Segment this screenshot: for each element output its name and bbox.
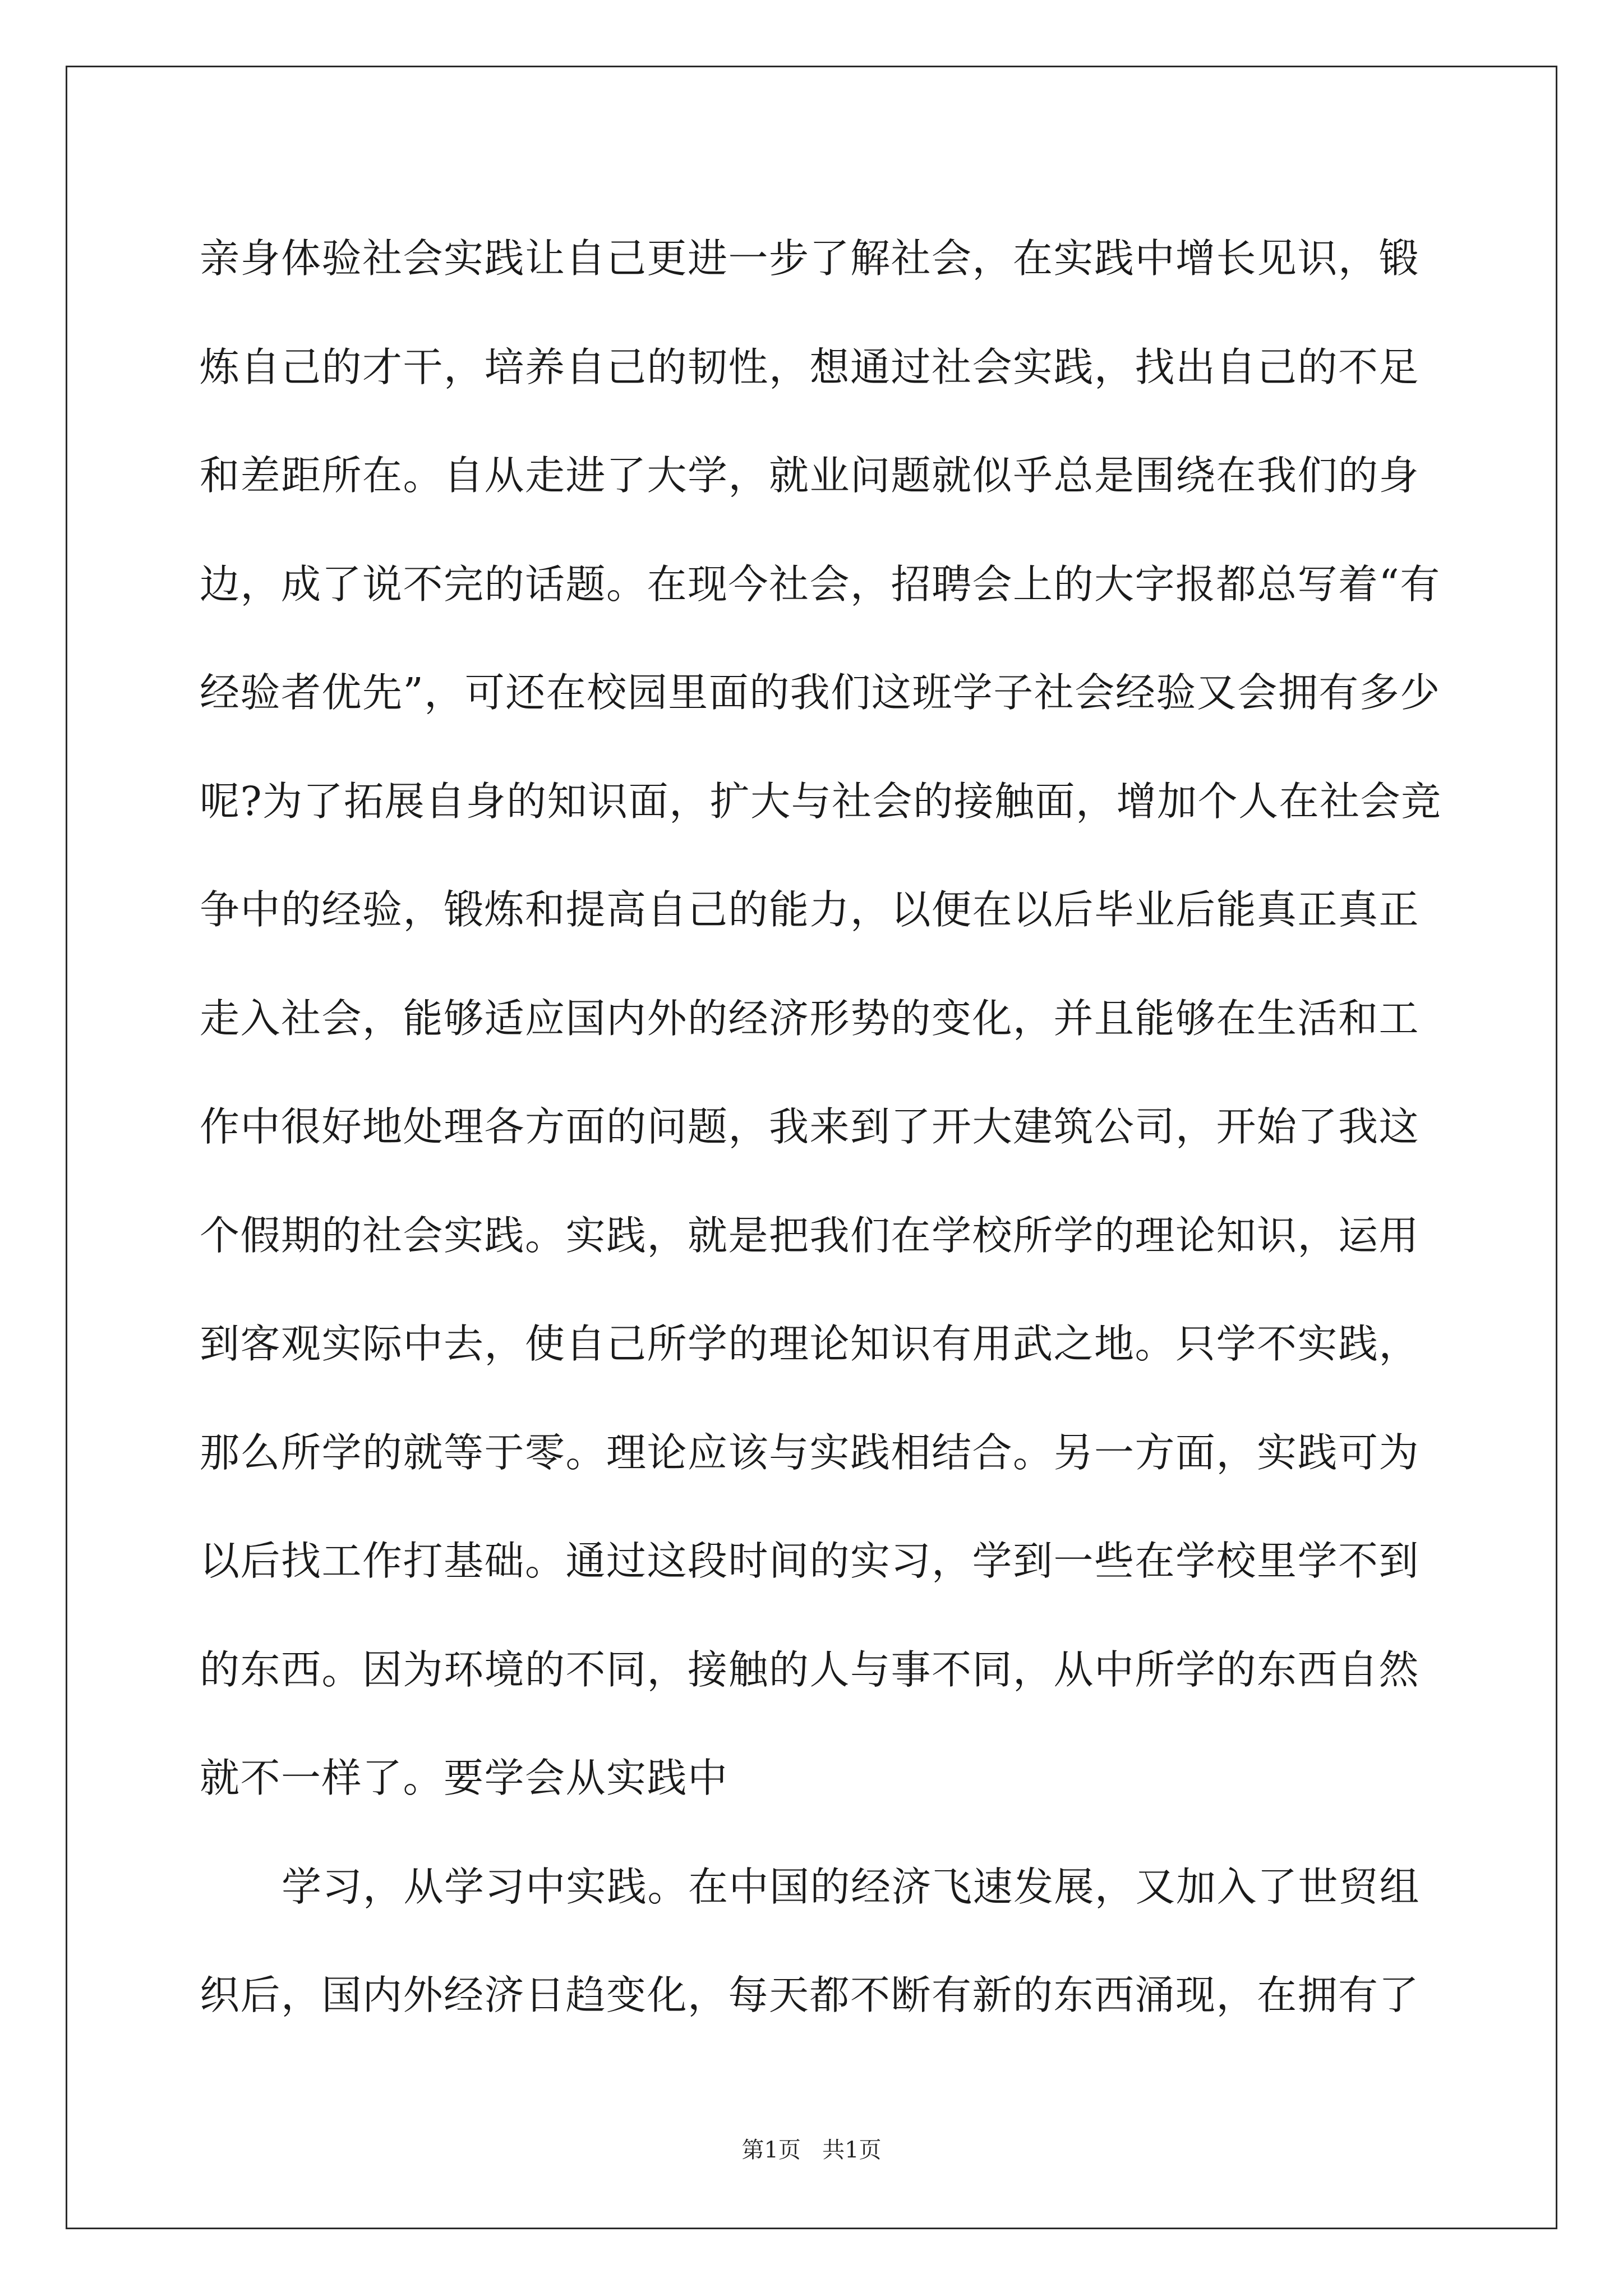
text-line: 和差距所在。自从走进了大学，就业问题就似乎总是围绕在我们的身 <box>200 452 1420 499</box>
text-line: 争中的经验，锻炼和提高自己的能力，以便在以后毕业后能真正真正 <box>200 886 1420 933</box>
page-total-label: 共1页 <box>822 2137 882 2163</box>
text-line: 那么所学的就等于零。理论应该与实践相结合。另一方面，实践可为 <box>200 1429 1420 1476</box>
page-number-label: 第1页 <box>741 2137 801 2163</box>
text-line: 走入社会，能够适应国内外的经济形势的变化，并且能够在生活和工 <box>200 995 1420 1042</box>
text-line: 以后找工作打基础。通过这段时间的实习，学到一些在学校里学不到 <box>200 1538 1420 1584</box>
text-line: 边，成了说不完的话题。在现今社会，招聘会上的大字报都总写着“有 <box>200 560 1441 608</box>
text-line: 亲身体验社会实践让自己更进一步了解社会，在实践中增长见识，锻 <box>200 235 1420 282</box>
text-line: 呢?为了拓展自身的知识面，扩大与社会的接触面，增加个人在社会竞 <box>200 777 1442 825</box>
text-line: 到客观实际中去，使自己所学的理论知识有用武之地。只学不实践， <box>200 1320 1420 1367</box>
page-footer <box>0 2136 1623 2164</box>
text-line: 炼自己的才干，培养自己的韧性，想通过社会实践，找出自己的不足 <box>200 343 1420 390</box>
text-line-indented: 学习，从学习中实践。在中国的经济飞速发展，又加入了世贸组 <box>282 1863 1421 1910</box>
text-line: 作中很好地处理各方面的问题，我来到了开大建筑公司，开始了我这 <box>200 1103 1420 1150</box>
text-line: 织后，国内外经济日趋变化，每天都不断有新的东西涌现，在拥有了 <box>200 1972 1420 2018</box>
document-body <box>200 204 1442 2050</box>
text-line: 的东西。因为环境的不同，接触的人与事不同，从中所学的东西自然 <box>200 1646 1420 1693</box>
text-line: 就不一样了。要学会从实践中 <box>200 1755 728 1801</box>
text-line: 个假期的社会实践。实践，就是把我们在学校所学的理论知识，运用 <box>200 1212 1420 1259</box>
text-line: 经验者优先”，可还在校园里面的我们这班学子社会经验又会拥有多少 <box>200 669 1441 716</box>
footer-separator <box>801 2137 822 2163</box>
